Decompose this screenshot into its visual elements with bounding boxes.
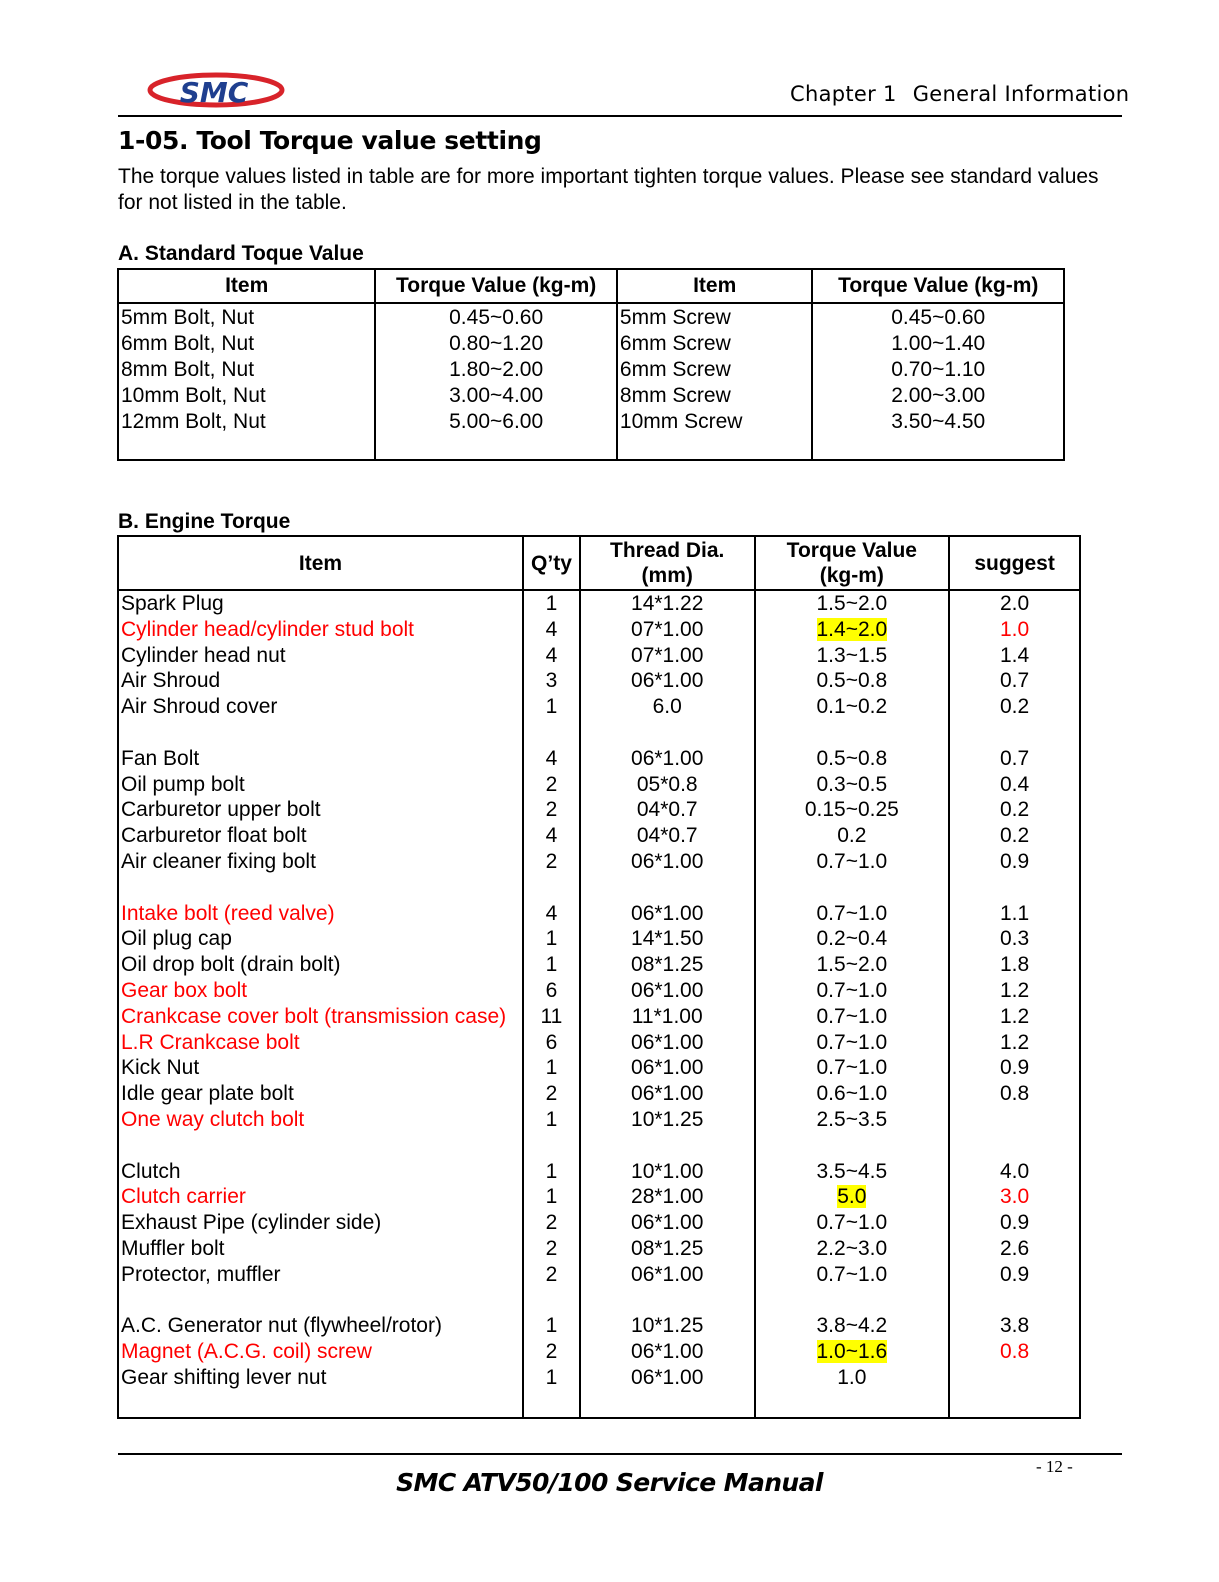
empty-cell [118,1391,523,1418]
item-cell: Oil plug cap [118,926,523,952]
thread-cell: 10*1.25 [580,1107,755,1133]
qty-cell: 2 [523,1339,580,1365]
torque-value: 3.5~4.5 [816,1159,888,1183]
table-row [118,978,1080,1004]
suggest-cell: 1.4 [949,643,1080,669]
torque-cell: 5.00~6.00 [375,409,617,435]
footer-rule [118,1453,1122,1455]
torque-cell [755,978,950,1004]
thread-cell: 10*1.25 [580,1313,755,1339]
torque-value: 3.8~4.2 [816,1314,888,1338]
torque-cell: 3.00~4.00 [375,383,617,409]
thread-cell: 07*1.00 [580,643,755,669]
table-spacer-row [118,1391,1080,1418]
thread-cell: 10*1.00 [580,1159,755,1185]
empty-cell [755,1133,950,1159]
empty-cell [523,1288,580,1314]
empty-cell [949,1133,1080,1159]
torque-cell [755,1107,950,1133]
torque-cell [755,668,950,694]
smc-logo-graphic [140,70,288,114]
suggest-cell: 0.3 [949,926,1080,952]
torque-value: 0.5~0.8 [816,669,888,693]
item-cell: Air Shroud [118,668,523,694]
thread-cell: 04*0.7 [580,797,755,823]
table-row [118,1210,1080,1236]
torque-cell [755,952,950,978]
table-row [118,643,1080,669]
qty-cell: 1 [523,694,580,720]
engine-torque-body [118,590,1080,1418]
torque-cell: 0.70~1.10 [812,357,1064,383]
suggest-cell: 0.2 [949,797,1080,823]
torque-cell: 1.80~2.00 [375,357,617,383]
item-cell: 12mm Bolt, Nut [118,409,375,435]
torque-cell: 3.50~4.50 [812,409,1064,435]
qty-cell: 2 [523,849,580,875]
chapter-number: Chapter 1 [790,82,897,106]
item-cell: Oil pump bolt [118,772,523,798]
table-row [118,1236,1080,1262]
standard-torque-label: A. Standard Toque Value [118,242,364,265]
header-torque [755,536,950,590]
torque-value: 0.7~1.0 [816,901,888,925]
thread-cell: 06*1.00 [580,978,755,1004]
thread-cell: 06*1.00 [580,668,755,694]
torque-cell [755,901,950,927]
table-row [118,1004,1080,1030]
torque-cell [755,797,950,823]
thread-cell: 08*1.25 [580,1236,755,1262]
table-row [118,901,1080,927]
item-cell: Crankcase cover bolt (transmission case) [118,1004,523,1030]
table-header-row [118,269,1064,303]
table-spacer-row [118,875,1080,901]
torque-cell [755,926,950,952]
header-thread [580,536,755,590]
table-header-row [118,536,1080,590]
empty-cell [755,1288,950,1314]
header-torque-line2: (kg-m) [819,564,884,587]
thread-cell: 06*1.00 [580,1055,755,1081]
qty-cell: 4 [523,823,580,849]
smc-logo [140,70,288,119]
torque-value: 0.7~1.0 [816,1030,888,1054]
item-cell: L.R Crankcase bolt [118,1030,523,1056]
item-cell: Kick Nut [118,1055,523,1081]
item-cell: Cylinder head nut [118,643,523,669]
header-qty: Q’ty [523,536,580,590]
empty-cell [523,875,580,901]
item-cell: Air cleaner fixing bolt [118,849,523,875]
thread-cell: 28*1.00 [580,1184,755,1210]
item-cell: Clutch [118,1159,523,1185]
torque-cell: 0.45~0.60 [812,303,1064,331]
table-row [118,357,1064,383]
thread-cell: 07*1.00 [580,617,755,643]
header-thread-line1: Thread Dia. [610,539,725,562]
table-row [118,926,1080,952]
item-cell: Idle gear plate bolt [118,1081,523,1107]
torque-cell [755,849,950,875]
standard-torque-body [118,303,1064,460]
torque-value: 0.7~1.0 [816,849,888,873]
thread-cell: 06*1.00 [580,1262,755,1288]
empty-cell [580,1133,755,1159]
torque-cell [755,1236,950,1262]
qty-cell: 2 [523,772,580,798]
item-cell: 8mm Screw [617,383,813,409]
torque-cell [755,694,950,720]
torque-value: 0.7~1.0 [816,1004,888,1028]
qty-cell: 6 [523,1030,580,1056]
torque-value: 2.2~3.0 [816,1236,888,1260]
suggest-cell: 1.2 [949,1030,1080,1056]
torque-cell [755,1159,950,1185]
torque-cell [755,746,950,772]
suggest-cell: 0.9 [949,1262,1080,1288]
item-cell: Exhaust Pipe (cylinder side) [118,1210,523,1236]
intro-paragraph: The torque values listed in table are for more important tighten torque values. Please see standard values for not listed in the table. [118,165,1099,214]
item-cell: 6mm Screw [617,357,813,383]
empty-cell [118,435,375,460]
table-row [118,409,1064,435]
torque-value: 2.5~3.5 [816,1107,888,1131]
torque-cell: 0.80~1.20 [375,331,617,357]
suggest-cell: 2.0 [949,590,1080,617]
empty-cell [755,1391,950,1418]
empty-cell [375,435,617,460]
table-row [118,1107,1080,1133]
item-cell: Oil drop bolt (drain bolt) [118,952,523,978]
empty-cell [580,1288,755,1314]
table-row [118,1365,1080,1391]
empty-cell [812,435,1064,460]
torque-value: 0.5~0.8 [816,746,888,770]
table-row [118,797,1080,823]
suggest-cell: 3.8 [949,1313,1080,1339]
table-spacer-row [118,1288,1080,1314]
qty-cell: 2 [523,1081,580,1107]
torque-cell [755,1339,950,1365]
header-torque: Torque Value (kg-m) [812,269,1064,303]
thread-cell: 06*1.00 [580,1339,755,1365]
empty-cell [580,720,755,746]
table-row [118,1184,1080,1210]
empty-cell [949,1288,1080,1314]
torque-cell [755,1081,950,1107]
torque-cell [755,772,950,798]
header-torque: Torque Value (kg-m) [375,269,617,303]
torque-cell [755,1184,950,1210]
torque-cell: 0.45~0.60 [375,303,617,331]
thread-cell: 6.0 [580,694,755,720]
table-row [118,303,1064,331]
qty-cell: 1 [523,1184,580,1210]
qty-cell: 1 [523,590,580,617]
header-suggest: suggest [949,536,1080,590]
item-cell: 5mm Screw [617,303,813,331]
table-row [118,772,1080,798]
suggest-cell: 0.2 [949,823,1080,849]
torque-value: 1.3~1.5 [816,643,888,667]
empty-cell [523,1133,580,1159]
suggest-cell: 0.9 [949,1055,1080,1081]
torque-value: 0.6~1.0 [816,1082,888,1106]
table-row [118,694,1080,720]
chapter-title: General Information [912,82,1130,106]
chapter-heading [790,82,1129,106]
suggest-cell: 0.7 [949,746,1080,772]
header-item: Item [118,269,375,303]
table-row [118,590,1080,617]
table-row [118,1055,1080,1081]
torque-value: 0.15~0.25 [804,798,899,822]
table-row [118,1313,1080,1339]
suggest-cell [949,1365,1080,1391]
table-row [118,668,1080,694]
torque-value: 0.7~1.0 [816,1262,888,1286]
item-cell: Carburetor float bolt [118,823,523,849]
engine-torque-table [117,535,1081,1419]
torque-cell [755,1313,950,1339]
thread-cell: 04*0.7 [580,823,755,849]
suggest-cell: 3.0 [949,1184,1080,1210]
qty-cell: 11 [523,1004,580,1030]
qty-cell: 1 [523,1107,580,1133]
qty-cell: 4 [523,643,580,669]
page-number: - 12 - [1036,1457,1073,1476]
suggest-cell: 2.6 [949,1236,1080,1262]
torque-cell [755,1055,950,1081]
torque-value: 1.0 [837,1365,867,1389]
empty-cell [118,1133,523,1159]
thread-cell: 06*1.00 [580,849,755,875]
empty-cell [755,720,950,746]
empty-cell [580,875,755,901]
torque-cell [755,1210,950,1236]
qty-cell: 3 [523,668,580,694]
thread-cell: 06*1.00 [580,901,755,927]
header-rule [118,115,1122,117]
qty-cell: 4 [523,901,580,927]
torque-cell [755,1004,950,1030]
suggest-cell: 1.2 [949,1004,1080,1030]
table-row [118,1159,1080,1185]
suggest-cell: 0.8 [949,1081,1080,1107]
torque-value: 5.0 [837,1185,867,1209]
item-cell: 6mm Screw [617,331,813,357]
qty-cell: 2 [523,1236,580,1262]
header-thread-line2: (mm) [641,564,693,587]
header-item: Item [118,536,523,590]
item-cell: One way clutch bolt [118,1107,523,1133]
table-row [118,746,1080,772]
suggest-cell: 1.2 [949,978,1080,1004]
suggest-cell: 0.4 [949,772,1080,798]
suggest-cell: 0.8 [949,1339,1080,1365]
qty-cell: 1 [523,952,580,978]
empty-cell [118,1288,523,1314]
table-row [118,1030,1080,1056]
table-row [118,823,1080,849]
item-cell: 5mm Bolt, Nut [118,303,375,331]
table-row [118,1339,1080,1365]
thread-cell: 06*1.00 [580,1081,755,1107]
item-cell: Air Shroud cover [118,694,523,720]
qty-cell: 4 [523,746,580,772]
empty-cell [580,1391,755,1418]
suggest-cell: 1.1 [949,901,1080,927]
qty-cell: 2 [523,1262,580,1288]
suggest-cell: 0.9 [949,1210,1080,1236]
item-cell: A.C. Generator nut (flywheel/rotor) [118,1313,523,1339]
header-torque-line1: Torque Value [786,539,917,562]
table-spacer-row [118,1133,1080,1159]
empty-cell [523,1391,580,1418]
table-row [118,331,1064,357]
table-row [118,952,1080,978]
table-row [118,383,1064,409]
qty-cell: 1 [523,1159,580,1185]
torque-cell: 1.00~1.40 [812,331,1064,357]
qty-cell: 2 [523,797,580,823]
torque-value: 1.5~2.0 [816,953,888,977]
table-spacer-row [118,720,1080,746]
item-cell: Gear shifting lever nut [118,1365,523,1391]
item-cell: Gear box bolt [118,978,523,1004]
suggest-cell: 0.7 [949,668,1080,694]
table-row [118,849,1080,875]
thread-cell: 08*1.25 [580,952,755,978]
qty-cell: 1 [523,926,580,952]
qty-cell: 4 [523,617,580,643]
torque-cell [755,1365,950,1391]
thread-cell: 06*1.00 [580,1030,755,1056]
table-filler-row [118,435,1064,460]
torque-value: 0.7~1.0 [816,978,888,1002]
item-cell: Spark Plug [118,590,523,617]
item-cell: 6mm Bolt, Nut [118,331,375,357]
thread-cell: 06*1.00 [580,1210,755,1236]
torque-value: 0.1~0.2 [816,695,888,719]
item-cell: Cylinder head/cylinder stud bolt [118,617,523,643]
qty-cell: 6 [523,978,580,1004]
torque-value: 0.7~1.0 [816,1211,888,1235]
torque-value: 1.0~1.6 [816,1340,888,1364]
item-cell: Fan Bolt [118,746,523,772]
torque-cell [755,643,950,669]
empty-cell [523,720,580,746]
torque-cell [755,617,950,643]
table-row [118,1081,1080,1107]
qty-cell: 1 [523,1055,580,1081]
table-row [118,617,1080,643]
torque-cell [755,1262,950,1288]
item-cell: Protector, muffler [118,1262,523,1288]
qty-cell: 2 [523,1210,580,1236]
thread-cell: 14*1.50 [580,926,755,952]
logo-text: SMC [179,76,249,109]
thread-cell: 11*1.00 [580,1004,755,1030]
torque-cell [755,1030,950,1056]
empty-cell [617,435,813,460]
suggest-cell: 0.9 [949,849,1080,875]
torque-cell: 2.00~3.00 [812,383,1064,409]
manual-title: SMC ATV50/100 Service Manual [396,1468,823,1497]
item-cell: Intake bolt (reed valve) [118,901,523,927]
empty-cell [118,875,523,901]
empty-cell [118,720,523,746]
torque-value: 1.5~2.0 [816,592,888,615]
item-cell: Carburetor upper bolt [118,797,523,823]
item-cell: Magnet (A.C.G. coil) screw [118,1339,523,1365]
item-cell: Muffler bolt [118,1236,523,1262]
suggest-cell: 1.8 [949,952,1080,978]
torque-value: 0.2~0.4 [816,927,888,951]
standard-torque-table [117,268,1065,461]
torque-cell [755,590,950,617]
torque-value: 0.2 [837,824,867,848]
item-cell: Clutch carrier [118,1184,523,1210]
suggest-cell: 1.0 [949,617,1080,643]
torque-value: 1.4~2.0 [816,617,888,641]
empty-cell [949,720,1080,746]
suggest-cell: 0.2 [949,694,1080,720]
suggest-cell [949,1107,1080,1133]
engine-torque-label: B. Engine Torque [118,510,291,533]
thread-cell: 06*1.00 [580,1365,755,1391]
torque-value: 0.3~0.5 [816,772,888,796]
empty-cell [949,875,1080,901]
empty-cell [949,1391,1080,1418]
thread-cell: 05*0.8 [580,772,755,798]
item-cell: 10mm Bolt, Nut [118,383,375,409]
qty-cell: 1 [523,1365,580,1391]
suggest-cell: 4.0 [949,1159,1080,1185]
header-item: Item [617,269,813,303]
thread-cell: 06*1.00 [580,746,755,772]
item-cell: 10mm Screw [617,409,813,435]
thread-cell: 14*1.22 [580,590,755,617]
empty-cell [755,875,950,901]
page-title: 1-05. Tool Torque value setting [118,126,542,155]
torque-value: 0.7~1.0 [816,1056,888,1080]
item-cell: 8mm Bolt, Nut [118,357,375,383]
torque-cell [755,823,950,849]
table-row [118,1262,1080,1288]
qty-cell: 1 [523,1313,580,1339]
